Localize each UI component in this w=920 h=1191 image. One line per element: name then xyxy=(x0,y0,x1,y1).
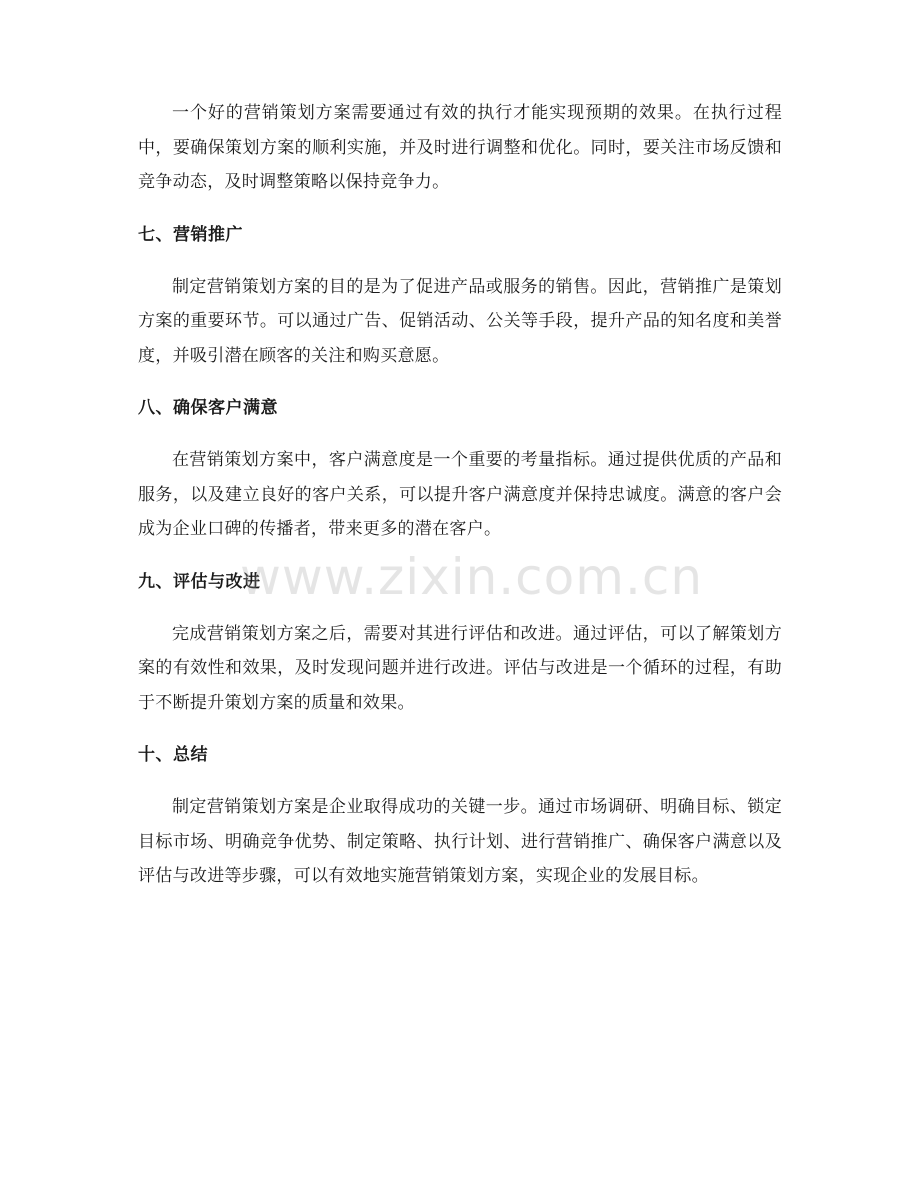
watermark: www.zixin.com.cn xyxy=(240,548,704,606)
section-heading-marketing-promotion: 七、营销推广 xyxy=(138,224,243,245)
section-heading-summary: 十、总结 xyxy=(138,745,208,765)
section-body-evaluation: 完成营销策划方案之后，需要对其进行评估和改进。通过评估，可以了解策划方案的有效性和效果，及时发现问题并进行改进。评估与改进是一个循环的过程，有助于不断提升策划方案的质量和效果。 xyxy=(138,623,782,713)
document-page xyxy=(138,96,782,894)
section-body-customer-satisfaction: 在营销策划方案中，客户满意度是一个重要的考量指标。通过提供优质的产品和服务，以及建立良好的客户关系，可以提升客户满意度并保持忠诚度。满意的客户会成为企业口碑的传播者，带来更多的潜在客户。 xyxy=(138,450,782,539)
section-body-marketing-promotion: 制定营销策划方案的目的是为了促进产品或服务的销售。因此，营销推广是策划方案的重要环节。可以通过广告、促销活动、公关等手段，提升产品的知名度和美誉度，并吸引潜在顾客的关注和购买意愿。 xyxy=(138,276,782,366)
section-heading-evaluation: 九、评估与改进 xyxy=(138,571,261,592)
section-heading-customer-satisfaction: 八、确保客户满意 xyxy=(138,398,278,418)
section-body-summary: 制定营销策划方案是企业取得成功的关键一步。通过市场调研、明确目标、锁定目标市场、明确竞争优势、制定策略、执行计划、进行营销推广、确保客户满意以及评估与改进等步骤，可以有效地实施营销策划方案，实现企业的发展目标。 xyxy=(138,797,782,886)
intro-paragraph: 一个好的营销策划方案需要通过有效的执行才能实现预期的效果。在执行过程中，要确保策划方案的顺利实施，并及时进行调整和优化。同时，要关注市场反馈和竞争动态，及时调整策略以保持竞争力。 xyxy=(138,103,782,192)
